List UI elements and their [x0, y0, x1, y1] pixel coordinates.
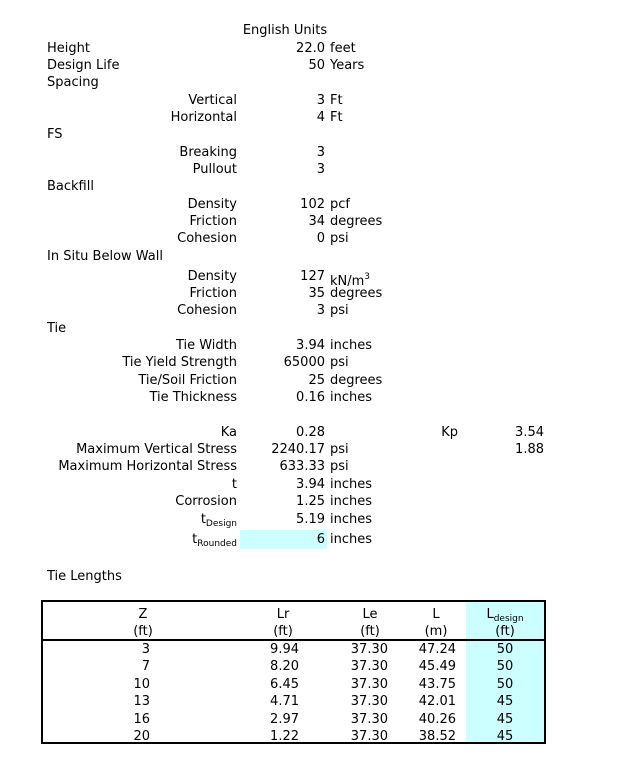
cell-z: 16: [133, 712, 150, 727]
cell-lr: 2.97: [270, 712, 299, 727]
cell-le: 37.30: [350, 677, 388, 692]
tie-yield-label: Tie Yield Strength: [122, 355, 237, 370]
tie-thickness-unit: inches: [330, 390, 373, 405]
col-z-header: Z: [138, 607, 148, 622]
design-life-unit: Years: [330, 58, 365, 73]
spacing-horizontal-value: 4: [316, 110, 325, 125]
corrosion-label: Corrosion: [175, 494, 237, 509]
tie-lengths-title: Tie Lengths: [47, 569, 122, 584]
backfill-friction-value: 34: [308, 214, 325, 229]
backfill-label: Backfill: [47, 179, 94, 194]
t-label: t: [231, 477, 237, 492]
insitu-density-label: Density: [187, 269, 237, 284]
max-horizontal-stress-label: Maximum Horizontal Stress: [58, 459, 237, 474]
t-design-label-sub: Design: [205, 519, 237, 529]
corrosion-unit: inches: [330, 494, 373, 509]
t-rounded-label: $t_{Rounded}$: [192, 532, 237, 549]
tie-width-value: 3.94: [296, 338, 325, 353]
cell-l: 40.26: [418, 712, 456, 727]
cell-z: 3: [141, 642, 150, 657]
cell-lr: 8.20: [270, 659, 299, 674]
cell-z: 13: [133, 694, 150, 709]
tie-soil-friction-unit: degrees: [330, 373, 383, 388]
spacing-horizontal-unit: Ft: [330, 110, 343, 125]
insitu-density-unit: $kN/m^3$: [330, 272, 371, 289]
height-value: 22.0: [296, 41, 325, 56]
backfill-density-unit: pcf: [330, 197, 350, 212]
backfill-friction-unit: degrees: [330, 214, 383, 229]
tie-soil-friction-label: Tie/Soil Friction: [138, 373, 237, 388]
design-life-value: 50: [308, 58, 325, 73]
insitu-density-value: 127: [300, 269, 325, 284]
col-ldesign-unit: (ft): [495, 624, 515, 639]
tie-yield-value: 65000: [283, 355, 325, 370]
insitu-cohesion-value: 3: [316, 303, 325, 318]
t-rounded-label-sub: Rounded: [197, 539, 237, 549]
fs-breaking-label: Breaking: [179, 145, 237, 160]
cell-lr: 4.71: [270, 694, 299, 709]
insitu-cohesion-label: Cohesion: [177, 303, 237, 318]
cell-le: 37.30: [350, 659, 388, 674]
insitu-friction-label: Friction: [189, 286, 237, 301]
t-design-unit: inches: [330, 512, 373, 527]
kp-label: Kp: [441, 425, 458, 440]
max-horizontal-stress-unit: psi: [330, 459, 349, 474]
max-horizontal-stress-value: 633.33: [279, 459, 325, 474]
spacing-vertical-unit: Ft: [330, 93, 343, 108]
cell-lr: 9.94: [270, 642, 299, 657]
cell-z: 20: [133, 729, 150, 744]
tie-thickness-label: Tie Thickness: [149, 390, 237, 405]
ka-label: Ka: [220, 425, 237, 440]
cell-ldesign: 50: [496, 642, 514, 657]
height-label: Height: [47, 41, 90, 56]
cell-ldesign: 50: [496, 677, 514, 692]
cell-l: 42.01: [418, 694, 456, 709]
t-design-value: 5.19: [296, 512, 325, 527]
col-le-header: Le: [362, 607, 378, 622]
insitu-friction-value: 35: [308, 286, 325, 301]
insitu-label: In Situ Below Wall: [47, 249, 163, 264]
corrosion-value: 1.25: [296, 494, 325, 509]
t-rounded-value: 6: [316, 532, 325, 547]
cell-le: 37.30: [350, 642, 388, 657]
cell-ldesign: 45: [496, 729, 514, 744]
cell-z: 10: [133, 677, 150, 692]
backfill-density-label: Density: [187, 197, 237, 212]
kp-value: 3.54: [515, 425, 544, 440]
cell-z: 7: [141, 659, 150, 674]
design-life-label: Design Life: [47, 58, 120, 73]
cell-lr: 6.45: [270, 677, 299, 692]
height-unit: feet: [330, 41, 356, 56]
t-design-label: $t_{Design}$: [200, 512, 237, 529]
t-rounded-unit: inches: [330, 532, 373, 547]
fs-pullout-value: 3: [316, 162, 325, 177]
cell-l: 43.75: [418, 677, 456, 692]
tie-width-unit: inches: [330, 338, 373, 353]
col-l-header: L: [432, 607, 440, 622]
tie-thickness-value: 0.16: [296, 390, 325, 405]
col-lr-header: Lr: [276, 607, 290, 622]
col-l-unit: (m): [424, 624, 448, 639]
col-le-unit: (ft): [360, 624, 380, 639]
tie-width-label: Tie Width: [175, 338, 237, 353]
backfill-density-value: 102: [300, 197, 325, 212]
tie-soil-friction-value: 25: [308, 373, 325, 388]
cell-le: 37.30: [350, 712, 388, 727]
cell-ldesign: 45: [496, 712, 514, 727]
tie-yield-unit: psi: [330, 355, 349, 370]
col-ldesign-header: $L_{design}$: [486, 607, 524, 624]
spacing-horizontal-label: Horizontal: [170, 110, 237, 125]
backfill-friction-label: Friction: [189, 214, 237, 229]
t-unit: inches: [330, 477, 373, 492]
max-vertical-stress-label: Maximum Vertical Stress: [76, 442, 237, 457]
cell-ldesign: 45: [496, 694, 514, 709]
backfill-cohesion-value: 0: [316, 231, 325, 246]
t-value: 3.94: [296, 477, 325, 492]
fs-pullout-label: Pullout: [192, 162, 237, 177]
max-vertical-stress-value: 2240.17: [271, 442, 325, 457]
insitu-cohesion-unit: psi: [330, 303, 349, 318]
cell-ldesign: 50: [496, 659, 514, 674]
insitu-density-unit-sup: 3: [364, 272, 371, 282]
cell-lr: 1.22: [270, 729, 299, 744]
col-ldesign-header-sub: design: [493, 614, 524, 624]
units-header: English Units: [242, 23, 328, 38]
cell-l: 38.52: [418, 729, 456, 744]
col-lr-unit: (ft): [273, 624, 293, 639]
tie-label: Tie: [47, 321, 67, 336]
col-z-unit: (ft): [133, 624, 153, 639]
cell-le: 37.30: [350, 729, 388, 744]
spacing-vertical-label: Vertical: [188, 93, 237, 108]
max-vertical-stress-unit: psi: [330, 442, 349, 457]
spacing-vertical-value: 3: [316, 93, 325, 108]
fs-label: FS: [47, 127, 63, 142]
backfill-cohesion-unit: psi: [330, 231, 349, 246]
backfill-cohesion-label: Cohesion: [177, 231, 237, 246]
kp-value-2: 1.88: [515, 442, 544, 457]
ka-value: 0.28: [296, 425, 325, 440]
cell-le: 37.30: [350, 694, 388, 709]
insitu-friction-unit: degrees: [330, 286, 383, 301]
cell-l: 45.49: [418, 659, 456, 674]
spacing-label: Spacing: [47, 75, 99, 90]
cell-l: 47.24: [418, 642, 456, 657]
fs-breaking-value: 3: [316, 145, 325, 160]
